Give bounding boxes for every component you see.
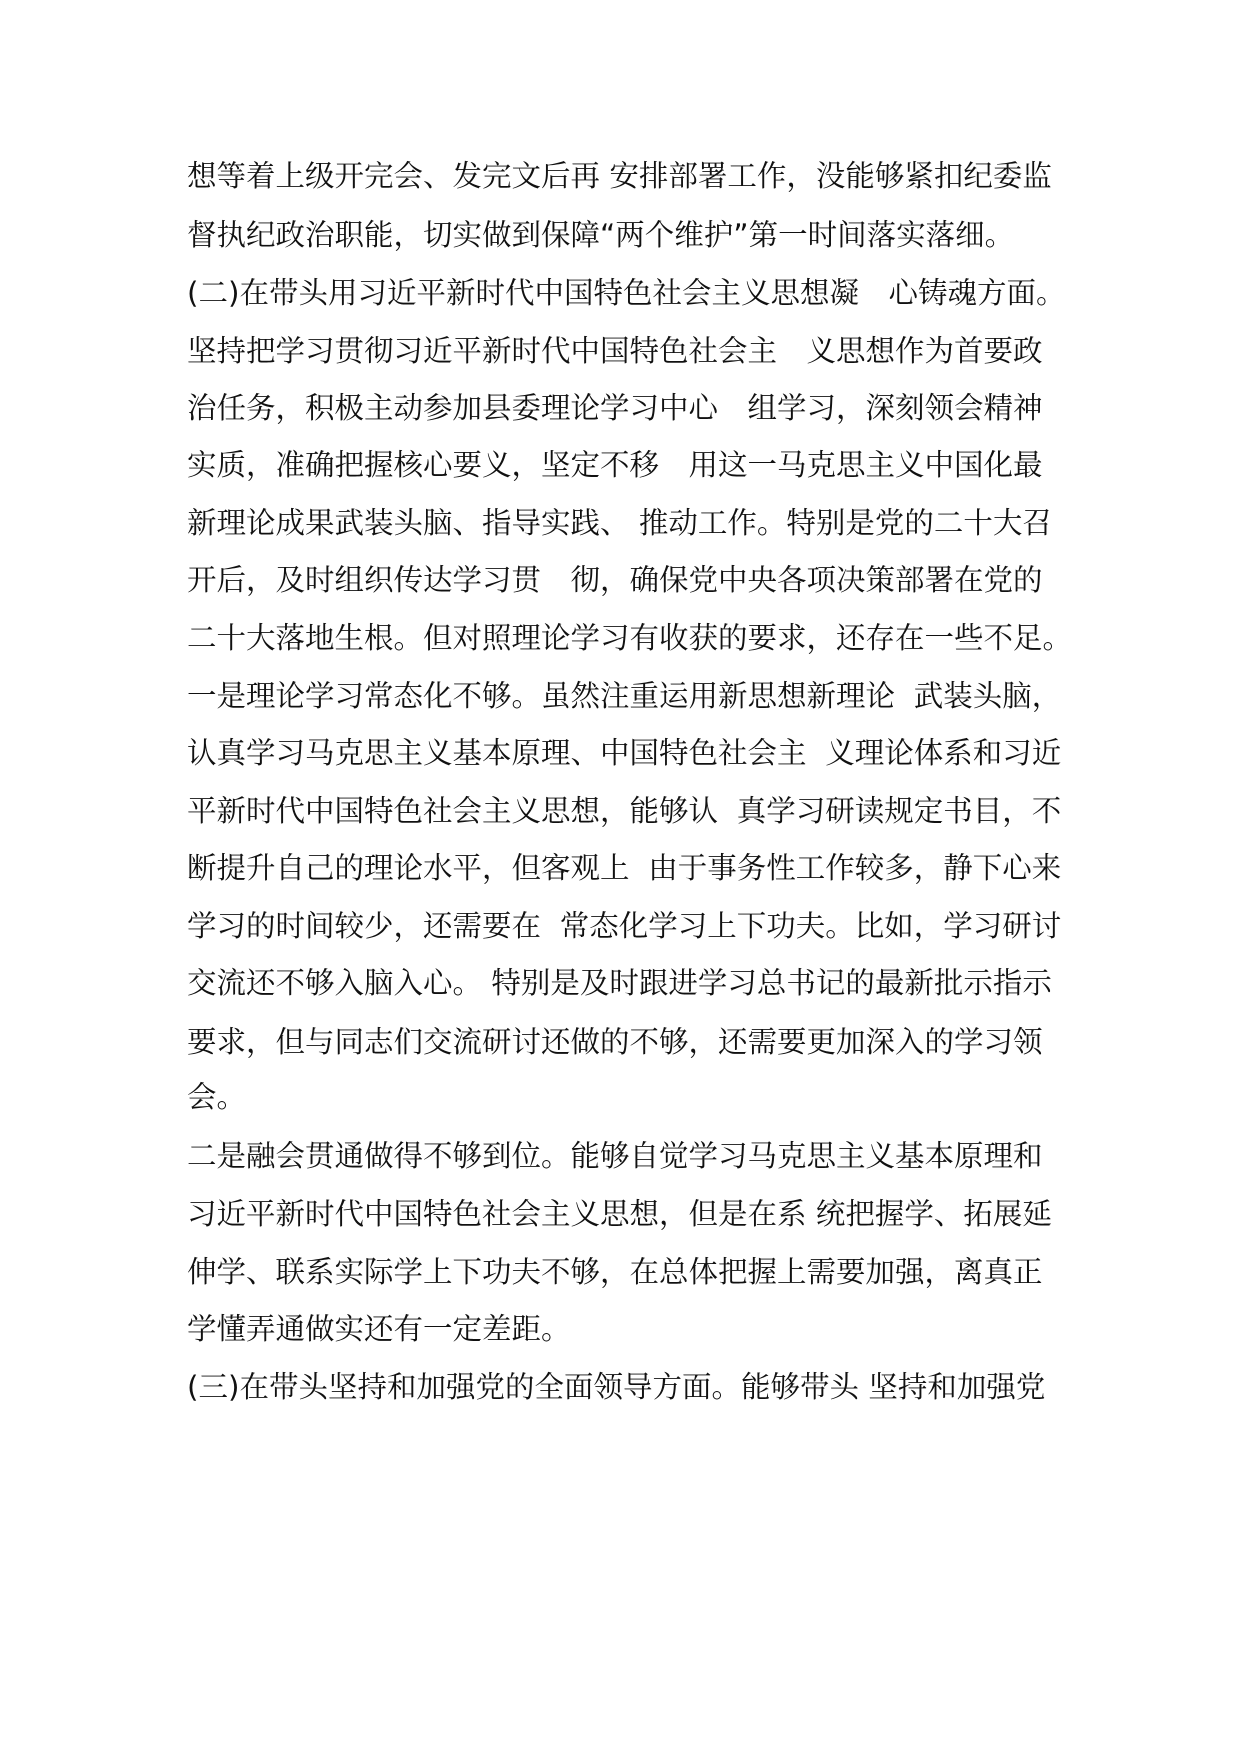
text-line: 坚持把学习贯彻习近平新时代中国特色社会主 义思想作为首要政 xyxy=(187,334,1043,368)
text-line: 断提升自己的理论水平，但客观上 由于事务性工作较多，静下心来 xyxy=(187,851,1062,885)
text-line: 平新时代中国特色社会主义思想，能够认 真学习研读规定书目，不 xyxy=(187,794,1062,828)
text-line: 会。 xyxy=(187,1080,247,1114)
text-line: 伸学、联系实际学上下功夫不够，在总体把握上需要加强，离真正 xyxy=(187,1255,1043,1289)
text-line: 新理论成果武装头脑、指导实践、 推动工作。特别是党的二十大召 xyxy=(187,506,1052,540)
text-line: 治任务，积极主动参加县委理论学习中心 组学习，深刻领会精神 xyxy=(187,391,1043,425)
section-heading-line: (三)在带头坚持和加强党的全面领导方面。能够带头 坚持和加强党 xyxy=(187,1370,1046,1404)
text-line: 督执纪政治职能，切实做到保障“两个维护”第一时间落实落细。 xyxy=(187,218,1015,252)
text-line: 二是融会贯通做得不够到位。能够自觉学习马克思主义基本原理和 xyxy=(187,1139,1043,1173)
text-line: 开后，及时组织传达学习贯 彻，确保党中央各项决策部署在党的 xyxy=(187,563,1043,597)
text-line: 认真学习马克思主义基本原理、中国特色社会主 义理论体系和习近 xyxy=(187,736,1062,770)
text-line: 习近平新时代中国特色社会主义思想，但是在系 统把握学、拓展延 xyxy=(187,1197,1052,1231)
text-line: 要求，但与同志们交流研讨还做的不够，还需要更加深入的学习领 xyxy=(187,1025,1043,1059)
text-line: 学习的时间较少，还需要在 常态化学习上下功夫。比如，学习研讨 xyxy=(187,909,1062,943)
text-line: 实质，准确把握核心要义，坚定不移 用这一马克思主义中国化最 xyxy=(187,448,1043,482)
text-line: 二十大落地生根。但对照理论学习有收获的要求，还存在一些不足。 xyxy=(187,621,1073,655)
text-line: 一是理论学习常态化不够。虽然注重运用新思想新理论 武装头脑， xyxy=(187,679,1062,713)
text-line: 学懂弄通做实还有一定差距。 xyxy=(187,1312,571,1346)
text-line: 想等着上级开完会、发完文后再 安排部署工作，没能够紧扣纪委监 xyxy=(187,159,1052,193)
section-heading-line: (二)在带头用习近平新时代中国特色社会主义思想凝 心铸魂方面。 xyxy=(187,276,1066,310)
text-line: 交流还不够入脑入心。 特别是及时跟进学习总书记的最新批示指示 xyxy=(187,966,1052,1000)
